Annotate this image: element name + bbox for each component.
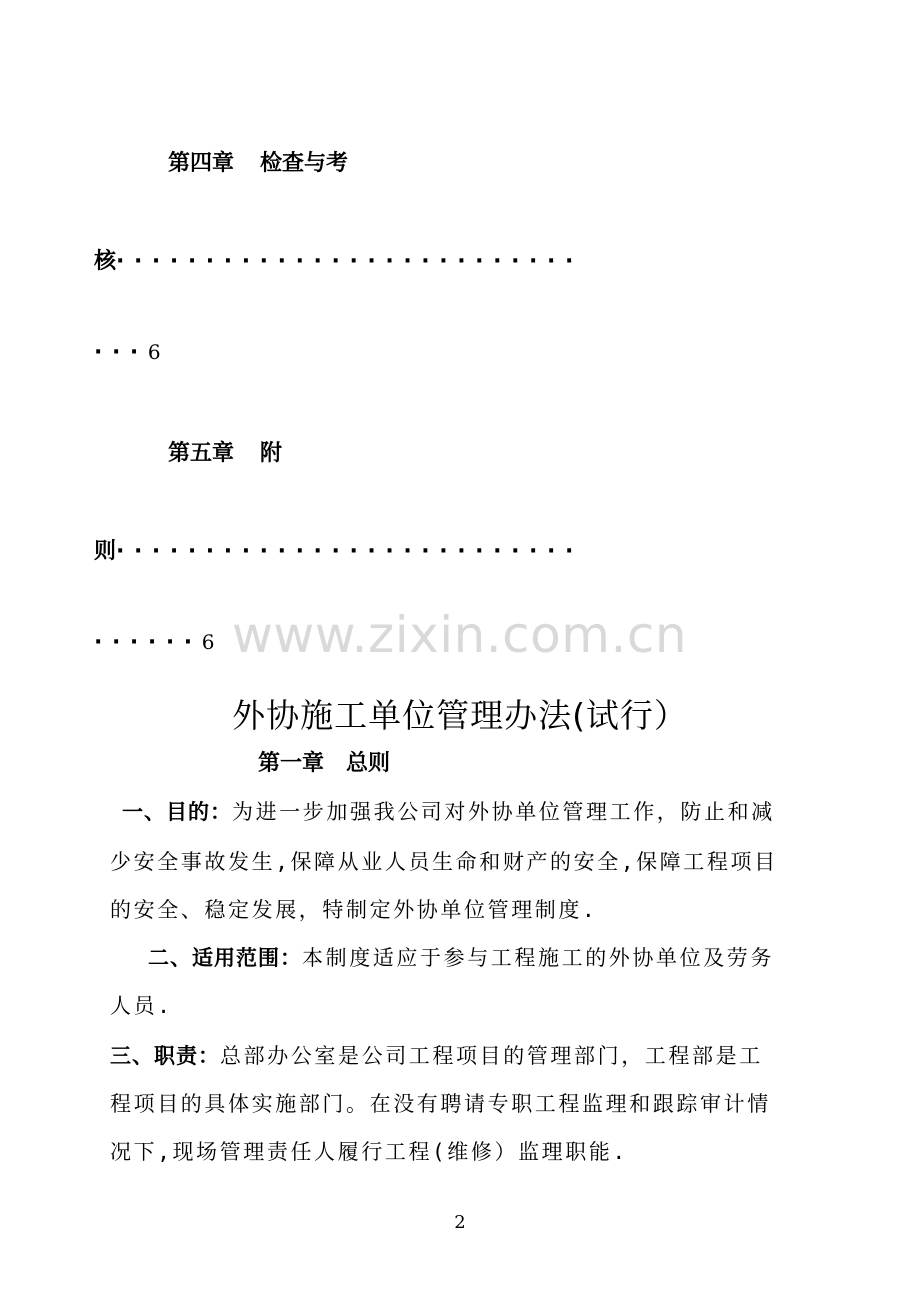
section3-text-1: 总部办公室是公司工程项目的管理部门，工程部是工 <box>220 1044 763 1068</box>
section1-line3: 的安全、稳定发展，特制定外协单位管理制度. <box>110 898 598 922</box>
toc-chapter4-dots-cont: ··· <box>94 340 148 365</box>
section2-text-1: 本制度适应于参与工程施工的外协单位及劳务 <box>302 946 774 970</box>
toc-chapter5-page-line <box>94 630 214 655</box>
toc-chapter5-dots-cont: ······ <box>94 630 202 655</box>
toc-chapter5-title: 附 <box>260 441 283 466</box>
toc-chapter4-page-number: 6 <box>147 340 161 364</box>
chapter1-title: 总则 <box>346 751 391 776</box>
section1-text-1: 为进一步加强我公司对外协单位管理工作，防止和减 <box>232 800 775 824</box>
section3-line1 <box>110 1040 763 1070</box>
section2-line2: 人员. <box>110 994 173 1018</box>
watermark: www.zixin.com.cn <box>232 606 688 664</box>
chapter1-heading <box>258 746 390 777</box>
toc-chapter4-label: 第四章 <box>168 151 235 176</box>
toc-chapter4-heading <box>168 146 348 177</box>
toc-chapter4-title-rest: 核 <box>94 249 117 274</box>
section1-line2: 少安全事故发生,保障从业人员生命和财产的安全,保障工程项目 <box>110 850 778 874</box>
toc-chapter5-label: 第五章 <box>168 441 235 466</box>
toc-chapter5-title-rest: 则 <box>94 539 117 564</box>
toc-chapter5-heading <box>168 436 282 467</box>
toc-chapter4-leader-line <box>94 244 583 275</box>
toc-chapter5-dots: ·························· <box>116 539 583 564</box>
toc-chapter4-title: 检查与考 <box>260 151 349 176</box>
toc-chapter5-leader-line <box>94 534 583 565</box>
section2-line1 <box>148 942 774 972</box>
section3-line3: 况下,现场管理责任人履行工程(维修）监理职能. <box>110 1140 628 1164</box>
section3-heading: 三、职责： <box>110 1044 220 1068</box>
section1-line1 <box>122 796 775 826</box>
toc-chapter4-dots: ·························· <box>116 249 583 274</box>
chapter1-label: 第一章 <box>258 751 325 776</box>
page-number: 2 <box>454 1212 466 1233</box>
section2-heading: 二、适用范围： <box>148 946 302 970</box>
section3-line2: 程项目的具体实施部门。在没有聘请专职工程监理和跟踪审计情 <box>110 1092 771 1116</box>
toc-chapter4-page-line <box>94 340 161 365</box>
document-title: 外协施工单位管理办法(试行） <box>232 696 688 735</box>
section1-heading: 一、目的： <box>122 800 232 824</box>
toc-chapter5-page-number: 6 <box>201 630 215 654</box>
